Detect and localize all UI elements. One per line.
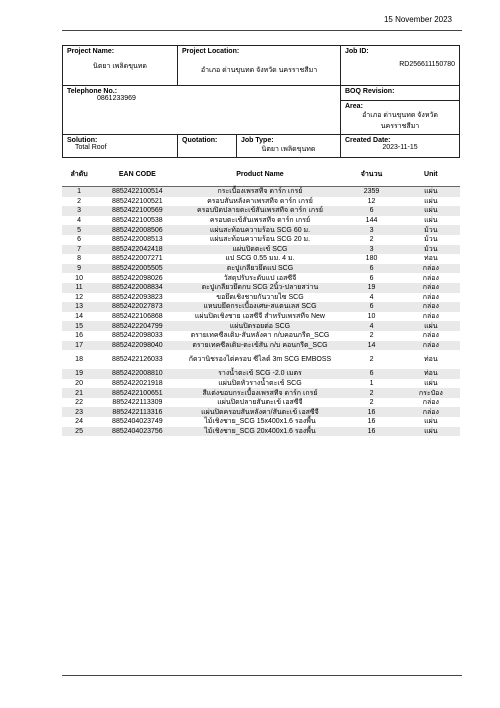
cell-ean: 8852422005505 xyxy=(96,264,178,274)
table-row xyxy=(62,321,460,331)
bottom-divider xyxy=(62,675,462,676)
cell-product-name: แป SCG 0.55 มม. 4 ม. xyxy=(225,255,295,263)
cell-unit: กล่อง xyxy=(422,293,439,301)
cell-qty: 6 xyxy=(341,369,401,379)
cell-no: 19 xyxy=(62,369,96,379)
cell-no: 23 xyxy=(62,407,96,417)
cell-ean: 8852422008506 xyxy=(96,225,178,235)
cell-ean: 8852422098033 xyxy=(112,332,163,340)
cell-product-name: ครอบสันหลังคาเพรสทีจ ดาร์ก เกรย์ xyxy=(207,197,313,205)
table-row xyxy=(62,254,460,264)
cell-qty: 3 xyxy=(341,245,401,255)
table-row xyxy=(62,312,460,322)
cell-ean: 8852422126033 xyxy=(112,356,163,364)
cell-product-name: ตรายเทคซีลเติม-ตะเข้สัน ก/บ คอนกรีต_SCG xyxy=(179,341,342,351)
cell-unit: กล่อง xyxy=(422,399,439,407)
cell-ean: 8852422098040 xyxy=(96,341,178,351)
cell-unit: กล่อง xyxy=(402,341,460,351)
table-row xyxy=(62,427,460,437)
cell-no: 22 xyxy=(75,399,83,407)
report-date: 15 November 2023 xyxy=(383,15,452,24)
quotation-cell xyxy=(178,135,237,158)
cell-no: 4 xyxy=(77,217,82,225)
table-row xyxy=(62,350,460,369)
project-name-value: นิตยา เพลิดขุนทด xyxy=(93,63,147,70)
project-name-label: Project Name: xyxy=(67,48,115,55)
boq-area-cell xyxy=(341,86,460,135)
table-row xyxy=(62,302,460,312)
cell-qty: 3 xyxy=(341,225,401,235)
cell-unit: แผ่น xyxy=(402,321,460,331)
cell-product-name: แผ่นปิดรอยต่อ SCG xyxy=(179,321,342,331)
cell-product-name: แผ่นปิดเชิงชาย เอสซีจี สำหรับเพรสทีจ New xyxy=(194,313,325,321)
telephone-cell xyxy=(63,86,341,135)
cell-product-name: แผ่นปิดปลายสันตะเข้ เอสซีจี xyxy=(217,399,303,407)
cell-qty: 16 xyxy=(341,407,401,417)
cell-ean: 8852422204799 xyxy=(96,321,178,331)
cell-product-name: ไม้เชิงชาย_SCG 15x400x1.6 รองพื้น xyxy=(204,418,316,426)
created-date-value: 2023-11-15 xyxy=(382,144,418,151)
cell-ean: 8852422042418 xyxy=(96,245,178,255)
table-row xyxy=(62,245,460,255)
table-row xyxy=(62,187,460,197)
job-id-cell xyxy=(341,46,460,86)
cell-product-name: ขอยึดเชิงชายกันวายไซ SCG xyxy=(216,293,304,301)
table-row xyxy=(62,369,460,379)
col-header-unit: Unit xyxy=(402,162,460,187)
cell-unit: กล่อง xyxy=(422,332,439,340)
col-header-ean: EAN CODE xyxy=(96,162,178,187)
cell-product-name: รางน้ำตะเข้ SCG -2.0 เมตร xyxy=(179,369,342,379)
cell-qty: 6 xyxy=(341,206,401,216)
cell-ean: 8852422113309 xyxy=(112,399,163,407)
cell-ean: 8852422027873 xyxy=(96,302,178,312)
cell-qty: 16 xyxy=(367,418,376,426)
cell-product-name: แผ่นสะท้อนความร้อน SCG 60 ม. xyxy=(179,225,342,235)
table-row xyxy=(62,235,460,245)
cell-product-name: แผ่นปิดครอบสันหลังคา/สันตะเข้ เอสซีจี xyxy=(179,407,342,417)
cell-ean: 8852422093823 xyxy=(112,293,163,301)
cell-unit: แผ่น xyxy=(424,197,438,205)
project-info-table xyxy=(62,45,460,158)
cell-no: 11 xyxy=(62,283,96,293)
cell-ean: 8852422106868 xyxy=(112,313,163,321)
cell-product-name: ตะปูเกลียวยึดกบ SCG 2นิ้ว-ปลายสว่าน xyxy=(179,283,342,293)
cell-ean: 8852422100521 xyxy=(112,197,163,205)
cell-product-name: กระเบื้องเพรสทีจ ดาร์ก เกรย์ xyxy=(179,187,342,197)
cell-no: 2 xyxy=(77,197,82,205)
solution-value: Total Roof xyxy=(75,144,107,151)
cell-qty: 6 xyxy=(369,274,374,282)
cell-qty: 2 xyxy=(369,356,374,364)
cell-ean: 8852422008834 xyxy=(96,283,178,293)
cell-no: 10 xyxy=(75,274,83,282)
cell-no: 24 xyxy=(75,418,83,426)
cell-unit: กล่อง xyxy=(402,264,460,274)
table-row xyxy=(62,341,460,351)
cell-qty: 2359 xyxy=(341,187,401,197)
project-location-cell xyxy=(178,46,341,86)
cell-no: 12 xyxy=(75,293,83,301)
cell-unit: ท่อน xyxy=(424,255,438,263)
cell-no: 8 xyxy=(77,255,82,263)
job-type-label: Job Type: xyxy=(241,137,274,144)
cell-unit: ท่อน xyxy=(402,369,460,379)
cell-no: 3 xyxy=(62,206,96,216)
cell-qty: 144 xyxy=(365,217,378,225)
table-row xyxy=(62,197,460,207)
cell-unit: ม้วน xyxy=(402,245,460,255)
cell-ean: 8852404023756 xyxy=(96,427,178,437)
cell-ean: 8852422098026 xyxy=(112,274,163,282)
cell-unit: แผ่น xyxy=(424,418,438,426)
cell-qty: 1 xyxy=(369,379,374,387)
table-row xyxy=(62,264,460,274)
boq-revision-label: BOQ Revision: xyxy=(345,88,395,95)
cell-ean: 8852422008810 xyxy=(96,369,178,379)
cell-unit: กล่อง xyxy=(422,274,439,282)
table-row xyxy=(62,216,460,226)
cell-unit: แผ่น xyxy=(402,187,460,197)
solution-label: Solution: xyxy=(67,137,98,144)
cell-unit: กล่อง xyxy=(402,302,460,312)
project-name-cell xyxy=(63,46,178,86)
table-row xyxy=(62,417,460,427)
cell-qty: 180 xyxy=(365,255,378,263)
table-row xyxy=(62,331,460,341)
cell-ean: 8852404023749 xyxy=(112,418,163,426)
table-row xyxy=(62,407,460,417)
cell-qty: 10 xyxy=(367,313,376,321)
table-row xyxy=(62,379,460,389)
cell-no: 16 xyxy=(75,332,83,340)
table-row xyxy=(62,388,460,398)
cell-qty: 14 xyxy=(341,341,401,351)
cell-ean: 8852422021918 xyxy=(112,379,163,387)
cell-no: 9 xyxy=(62,264,96,274)
cell-unit: กระป๋อง xyxy=(402,388,460,398)
area-label: Area: xyxy=(341,100,459,110)
table-row xyxy=(62,398,460,408)
cell-unit: กล่อง xyxy=(402,283,460,293)
cell-qty: 2 xyxy=(369,236,374,244)
cell-qty: 2 xyxy=(341,388,401,398)
cell-no: 17 xyxy=(62,341,96,351)
cell-qty: 4 xyxy=(341,321,401,331)
top-divider xyxy=(62,30,462,31)
cell-qty: 6 xyxy=(341,302,401,312)
cell-qty: 6 xyxy=(341,264,401,274)
table-row xyxy=(62,225,460,235)
col-header-qty: จำนวน xyxy=(341,162,401,187)
cell-product-name: สีแต่งขอบกระเบื้องเพรสทีจ ดาร์ก เกรย์ xyxy=(179,388,342,398)
col-header-no: ลำดับ xyxy=(62,162,96,187)
cell-no: 1 xyxy=(62,187,96,197)
cell-no: 15 xyxy=(62,321,96,331)
cell-unit: ม้วน xyxy=(402,225,460,235)
telephone-label: Telephone No.: xyxy=(67,88,118,95)
job-id-value: RD256611150780 xyxy=(399,61,455,68)
cell-product-name: ครอบตะเข้สันเพรสทีจ ดาร์ก เกรย์ xyxy=(209,217,311,225)
cell-qty: 12 xyxy=(367,197,376,205)
cell-no: 18 xyxy=(75,356,83,364)
table-row xyxy=(62,273,460,283)
cell-product-name: กัดวานิชรองไต่ครอบ ซีไลต์ 3m SCG EMBOSS xyxy=(188,356,332,364)
cell-product-name: แหนบยึดกระเบื้องเศษ-สแตนเลส SCG xyxy=(179,302,342,312)
cell-ean: 8852422100651 xyxy=(96,388,178,398)
cell-no: 20 xyxy=(75,379,83,387)
cell-unit: แผ่น xyxy=(424,379,438,387)
cell-no: 5 xyxy=(62,225,96,235)
cell-unit: ท่อน xyxy=(424,356,438,364)
cell-qty: 19 xyxy=(341,283,401,293)
cell-unit: แผ่น xyxy=(424,217,438,225)
cell-ean: 8852422100538 xyxy=(112,217,163,225)
cell-product-name: ครอบปิดปลายตะเข้สันเพรสทีจ ดาร์ก เกรย์ xyxy=(179,206,342,216)
job-type-value: นิตยา เพลิดขุนทด xyxy=(261,146,316,153)
cell-qty: 2 xyxy=(369,399,374,407)
cell-unit: แผ่น xyxy=(402,427,460,437)
product-table-header xyxy=(62,162,460,187)
cell-ean: 8852422100514 xyxy=(96,187,178,197)
cell-ean: 8852422100569 xyxy=(96,206,178,216)
project-location-label: Project Location: xyxy=(182,48,240,55)
col-header-name: Product Name xyxy=(179,162,342,187)
cell-ean: 8852422007271 xyxy=(112,255,163,263)
cell-no: 7 xyxy=(62,245,96,255)
telephone-value: 0861233969 xyxy=(97,95,136,102)
project-location-value: อำเภอ ด่านขุนทด จังหวัด นครราชสีมา xyxy=(200,67,318,74)
cell-product-name: ตรายเทคซีลเติม-สันหลังคา ก/บคอนกรีต_SCG xyxy=(190,332,330,340)
cell-product-name: ตะปูเกลียวยึดแป SCG xyxy=(179,264,342,274)
cell-no: 14 xyxy=(75,313,83,321)
cell-product-name: วัสดุปรับระดับแป เอสซีจี xyxy=(223,274,297,282)
product-table xyxy=(62,162,460,436)
cell-qty: 4 xyxy=(369,293,374,301)
cell-ean: 8852422113316 xyxy=(96,407,178,417)
solution-cell xyxy=(63,135,178,158)
cell-no: 13 xyxy=(62,302,96,312)
job-type-cell xyxy=(237,135,341,158)
cell-qty: 2 xyxy=(369,332,374,340)
cell-no: 25 xyxy=(62,427,96,437)
cell-unit: แผ่น xyxy=(402,206,460,216)
cell-product-name: แผ่นปิดหัวรางน้ำตะเข้ SCG xyxy=(218,379,302,387)
cell-no: 21 xyxy=(62,388,96,398)
job-id-label: Job ID: xyxy=(345,48,369,55)
cell-product-name: แผ่นปิดตะเข้ SCG xyxy=(179,245,342,255)
table-row xyxy=(62,206,460,216)
created-date-cell xyxy=(341,135,460,158)
table-row xyxy=(62,293,460,303)
cell-unit: กล่อง xyxy=(402,407,460,417)
cell-no: 6 xyxy=(77,236,82,244)
cell-unit: ม้วน xyxy=(424,236,438,244)
area-value: อำเภอ ด่านขุนทด จังหวัด นครราชสีมา xyxy=(362,112,438,130)
cell-ean: 8852422008513 xyxy=(112,236,163,244)
created-date-label: Created Date: xyxy=(345,137,391,144)
table-row xyxy=(62,283,460,293)
cell-qty: 16 xyxy=(341,427,401,437)
cell-unit: กล่อง xyxy=(422,313,439,321)
cell-product-name: ไม้เชิงชาย_SCG 20x400x1.6 รองพื้น xyxy=(179,427,342,437)
cell-product-name: แผ่นสะท้อนความร้อน SCG 20 ม. xyxy=(209,236,311,244)
quotation-label: Quotation: xyxy=(182,137,218,144)
